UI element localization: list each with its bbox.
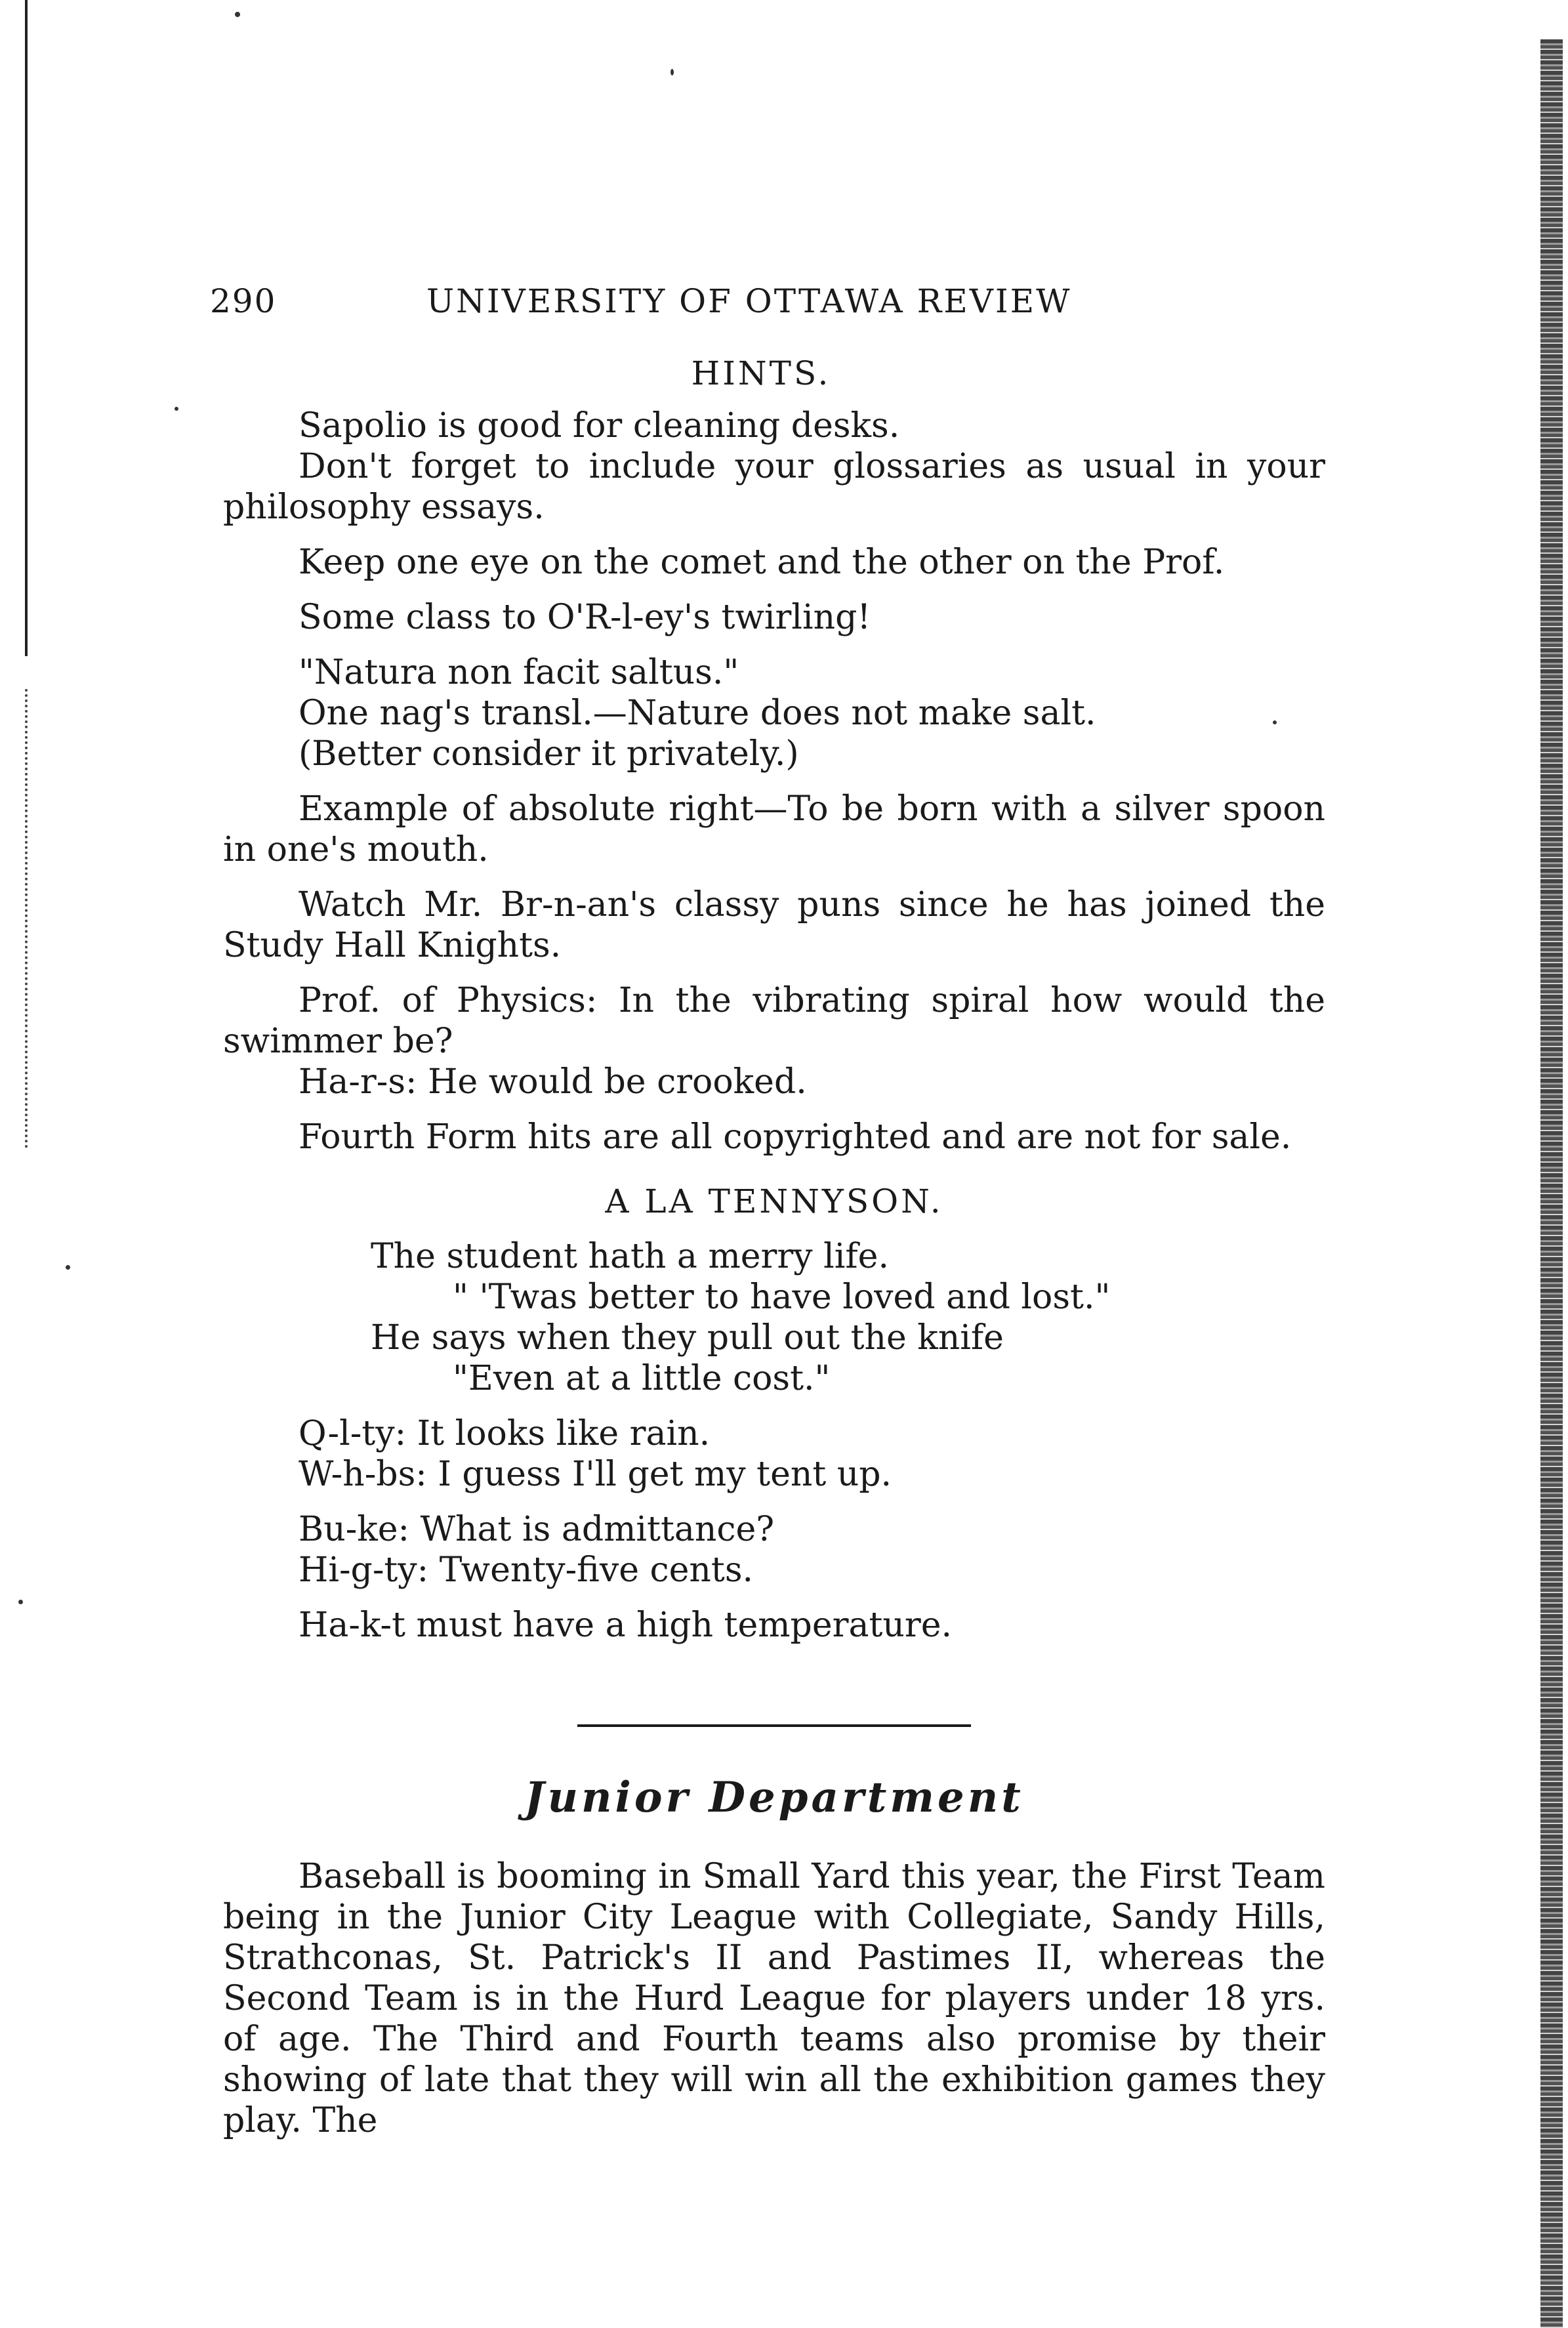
section-title-hints: HINTS. xyxy=(691,354,831,392)
section-divider xyxy=(577,1724,971,1727)
verse-line: He says when they pull out the knife xyxy=(371,1318,1004,1358)
verse-line: " 'Twas better to have loved and lost." xyxy=(453,1278,1111,1317)
hint-line: (Better consider it privately.) xyxy=(299,734,799,774)
scan-speck xyxy=(671,69,674,75)
section-title-junior-department: Junior Department xyxy=(524,1773,1024,1822)
hint-line: Ha-r-s: He would be crooked. xyxy=(299,1062,807,1102)
dialogue-line: W-h-bs: I guess I'll get my tent up. xyxy=(299,1455,892,1494)
hint-line: "Natura non facit saltus." xyxy=(299,653,739,692)
dialogue-line: Ha-k-t must have a high temperature. xyxy=(299,1606,952,1645)
hint-line: Fourth Form hits are all copyrighted and are not for sale. xyxy=(299,1117,1292,1157)
verse-line: The student hath a merry life. xyxy=(371,1237,889,1276)
scan-speck xyxy=(235,12,240,17)
page-header xyxy=(210,282,1319,328)
dialogue-line: Bu-ke: What is admittance? xyxy=(299,1510,775,1549)
scan-speck xyxy=(66,1265,70,1270)
hint-line: One nag's transl.—Nature does not make salt. xyxy=(299,694,1096,733)
binding-edge-line xyxy=(25,0,28,656)
hint-line: Don't forget to include your glossaries as usual in your philosophy essays. xyxy=(223,447,1325,527)
hint-line: Prof. of Physics: In the vibrating spiral how would the swimmer be? xyxy=(223,981,1325,1061)
hint-line: Example of absolute right—To be born with a silver spoon in one's mouth. xyxy=(223,789,1325,869)
page-body xyxy=(223,354,1325,2141)
section-title-tennyson: A LA TENNYSON. xyxy=(605,1182,943,1220)
verse-block xyxy=(371,1236,1325,1399)
binding-edge-dots xyxy=(25,689,30,1148)
scan-speck xyxy=(18,1600,23,1604)
junior-paragraph: Baseball is booming in Small Yard this year, the First Team being in the Junior City League with Collegiate, Sandy Hills, Strathconas, St. Patrick's II and Pastimes II, whereas the Second Team is in the Hurd League for players under 18 yrs. of age. The Third and Fourth teams also promise by their showing of late that they will win all the exhibition games they play. The xyxy=(223,1857,1325,2140)
page-edge-shadow xyxy=(1540,39,1563,2328)
page-number: 290 xyxy=(210,282,277,320)
hint-line: Keep one eye on the comet and the other on the Prof. xyxy=(299,543,1225,582)
dialogue-line: Q-l-ty: It looks like rain. xyxy=(299,1414,711,1453)
running-title: UNIVERSITY OF OTTAWA REVIEW xyxy=(426,282,1072,320)
scan-speck xyxy=(175,407,178,411)
hint-line: Some class to O'R-l-ey's twirling! xyxy=(299,598,871,637)
dialogue-line: Hi-g-ty: Twenty-five cents. xyxy=(299,1550,754,1590)
hint-line: Watch Mr. Br-n-an's classy puns since he has joined the Study Hall Knights. xyxy=(223,885,1325,965)
hint-line: Sapolio is good for cleaning desks. xyxy=(299,406,900,446)
verse-line: "Even at a little cost." xyxy=(453,1359,831,1398)
